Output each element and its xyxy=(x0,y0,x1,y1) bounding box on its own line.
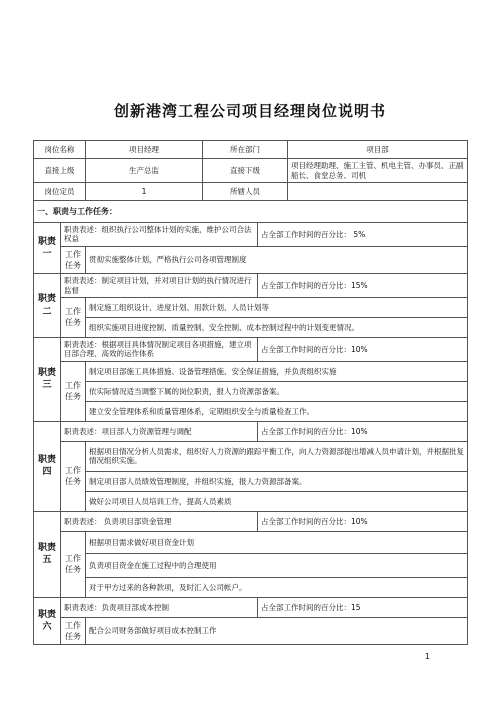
post-name-value: 项目经理 xyxy=(86,141,203,159)
info-row-superior xyxy=(34,159,468,183)
superior-label: 直接上级 xyxy=(34,159,86,183)
task-item: 做好公司项目人员培训工作，提高人员素质 xyxy=(86,491,468,511)
task-label: 工作任务 xyxy=(61,441,86,511)
superior-value: 生产总监 xyxy=(86,159,203,183)
info-row-post xyxy=(34,141,468,159)
task-label: 工作任务 xyxy=(61,297,86,337)
task-label: 工作任务 xyxy=(61,246,86,273)
duty-label: 职责一 xyxy=(34,223,61,274)
task-row xyxy=(34,361,468,381)
task-row xyxy=(34,577,468,597)
task-row xyxy=(34,531,468,553)
duty-label: 职责五 xyxy=(34,511,61,597)
task-row xyxy=(34,491,468,511)
duty-percent: 占全部工作时间的百分比：10% xyxy=(258,511,468,531)
task-row xyxy=(34,553,468,577)
document-title: 创新港湾工程公司项目经理岗位说明书 xyxy=(113,102,386,120)
duty-statement: 职责表述：制定项目计划，并对项目计划的执行情况进行监督 xyxy=(61,274,258,298)
duty-label: 职责三 xyxy=(34,337,61,421)
task-label: 工作任务 xyxy=(61,531,86,597)
task-item: 组织实施项目进度控制、质量控制、安全控制、成本控制过程中的计划变更情况。 xyxy=(86,317,468,337)
duty-label: 职责二 xyxy=(34,274,61,338)
info-row-quota xyxy=(34,183,468,201)
duty-statement: 职责表述：项目部人力资源管理与调配 xyxy=(61,421,258,441)
page-number: 1 xyxy=(424,652,430,661)
staff-label: 所辖人员 xyxy=(203,183,288,201)
dept-label: 所在部门 xyxy=(203,141,288,159)
duty-statement-row xyxy=(34,421,468,441)
task-row xyxy=(34,297,468,317)
staff-value xyxy=(288,183,468,201)
task-row xyxy=(34,617,468,644)
task-item: 制定施工组织设计、进度计划、用款计划、人员计划等 xyxy=(86,297,468,317)
duty-percent: 占全部工作时间的百分比： 5% xyxy=(258,223,468,247)
duty-statement: 职责表述： 负责项目部资金管理 xyxy=(61,511,258,531)
task-row xyxy=(34,401,468,421)
task-item: 对于甲方过来的各种款项，及时汇入公司帐户。 xyxy=(86,577,468,597)
quota-label: 岗位定员 xyxy=(34,183,86,201)
duty-statement-row xyxy=(34,511,468,531)
quota-value: 1 xyxy=(86,183,203,201)
task-item: 负责项目资金在施工过程中的合理使用 xyxy=(86,553,468,577)
task-row xyxy=(34,246,468,273)
subordinate-value: 项目经理助理、施工主管、机电主管、办事员、正副船长、食堂总务、司机 xyxy=(288,159,468,183)
task-item: 依实际情况适当调整下属的岗位职责，报人力资源部备案。 xyxy=(86,381,468,401)
task-row xyxy=(34,471,468,491)
task-label: 工作任务 xyxy=(61,361,86,421)
task-row xyxy=(34,317,468,337)
task-item: 贯彻实施整体计划，严格执行公司各项管理制度 xyxy=(86,246,468,273)
duty-label: 职责四 xyxy=(34,421,61,511)
task-item: 制定项目部人员绩效管理制度，并组织实施，报人力资源部备案。 xyxy=(86,471,468,491)
section-row xyxy=(34,201,468,223)
subordinate-label: 直接下级 xyxy=(203,159,288,183)
duty-statement-row xyxy=(34,223,468,247)
task-item: 建立安全管理体系和质量管理体系，定期组织安全与质量检查工作。 xyxy=(86,401,468,421)
task-item: 根据项目需求做好项目资金计划 xyxy=(86,531,468,553)
duty-statement: 职责表述：负责项目部成本控制 xyxy=(61,597,258,617)
task-item: 配合公司财务部做好项目成本控制工作 xyxy=(86,617,468,644)
duty-percent: 占全部工作时间的百分比：10% xyxy=(258,421,468,441)
duty-statement-row xyxy=(34,274,468,298)
duty-statement-row xyxy=(34,597,468,617)
task-row xyxy=(34,381,468,401)
duty-percent: 占全部工作时间的百分比：10% xyxy=(258,337,468,361)
post-name-label: 岗位名称 xyxy=(34,141,86,159)
duty-percent: 占全部工作时间的百分比：15% xyxy=(258,274,468,298)
duty-statement: 职责表述：根据项目具体情况制定项目各项措施，建立项目部合理、高效的运作体系 xyxy=(61,337,258,361)
section-heading: 一、职责与工作任务： xyxy=(34,201,468,223)
job-description-table xyxy=(33,140,468,645)
duty-label: 职责六 xyxy=(34,597,61,644)
dept-value: 项目部 xyxy=(288,141,468,159)
task-label: 工作任务 xyxy=(61,617,86,644)
duty-statement-row xyxy=(34,337,468,361)
task-item: 根据项目情况分析人员需求，组织好人力资源的跟踪平衡工作，向人力资源部提出增减人员申请计划，并根据批复情况组织实施。 xyxy=(86,441,468,471)
task-row xyxy=(34,441,468,471)
duty-percent: 占全部工作时间的百分比：15 xyxy=(258,597,468,617)
duty-statement: 职责表述：组织执行公司整体计划的实施，维护公司合法权益 xyxy=(61,223,258,247)
task-item: 制定项目部施工具体措施、设备管理措施、安全保证措施，并负责组织实施 xyxy=(86,361,468,381)
